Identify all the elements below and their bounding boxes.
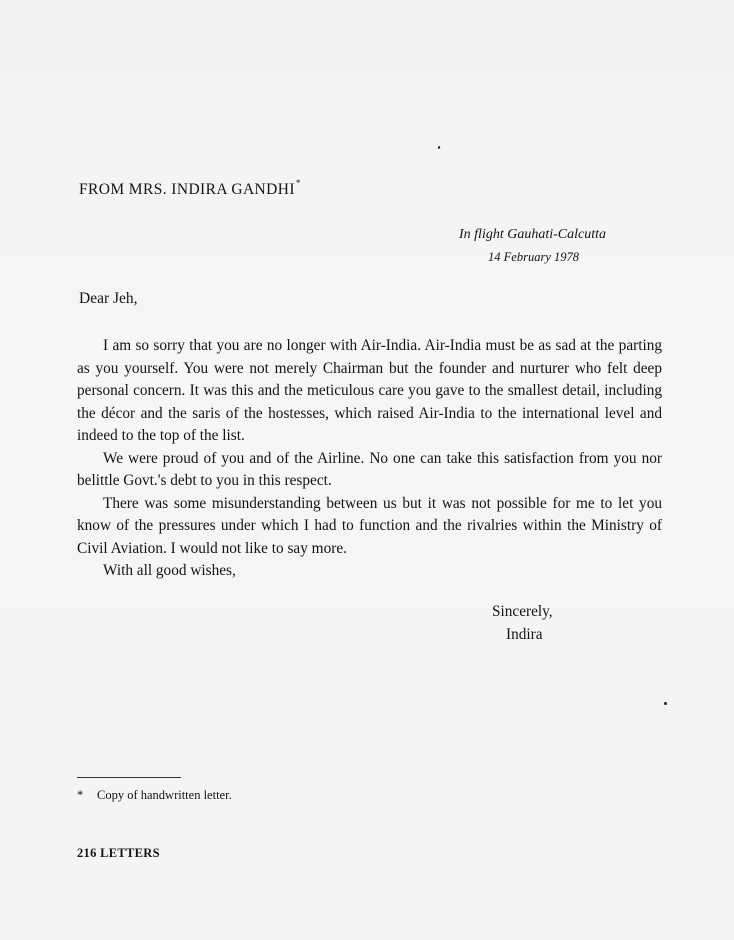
footnote-text: Copy of handwritten letter. [97,788,232,802]
footnote-divider [77,777,181,778]
signoff [492,601,553,646]
letter-date: 14 February 1978 [488,250,579,264]
paragraph-1: I am so sorry that you are no longer with Air-India. Air-India must be as sad at the parting as you yourself. You were not merely Chairman but the founder and nurturer who felt deep personal concern. It was this and the meticulous care you gave to the smallest detail, including the décor and the saris of the hostesses, which raised Air-India to the international level and indeed to the top of the list. [77,337,662,444]
footnote [77,788,232,803]
page-footer: 216 LETTERS [77,846,160,860]
letter-heading [79,180,301,199]
heading-footnote-mark: * [295,178,301,188]
letter-place: In flight Gauhati-Calcutta [459,227,606,242]
salutation: Dear Jeh, [79,290,138,307]
ink-speck [664,702,667,705]
letter-body [77,335,662,583]
paragraph-3: There was some misunderstanding between us but it was not possible for me to let you know of the pressures under which I had to function and the rivalries within the Ministry of Civil Aviation. I would not like to say more. [77,494,662,557]
paragraph-2: We were proud of you and of the Airline. No one can take this satisfaction from you nor belittle Govt.'s debt to you in this respect. [77,449,662,489]
paragraph-4: With all good wishes, [103,562,236,579]
footnote-mark: * [77,788,84,802]
closing: Sincerely, [492,603,553,620]
heading-text: FROM MRS. INDIRA GANDHI [79,181,295,199]
ink-speck [437,146,440,150]
signature-name: Indira [506,625,543,643]
